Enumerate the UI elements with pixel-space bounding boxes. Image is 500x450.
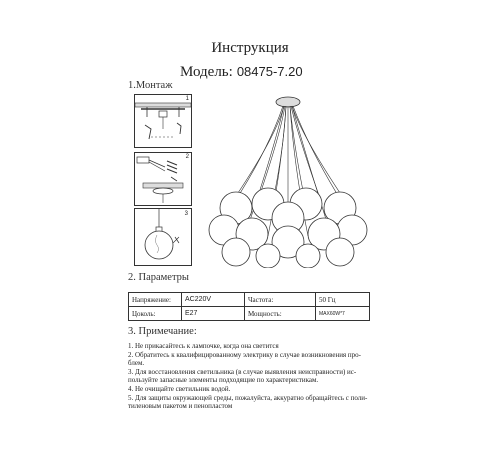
step-number: 1 <box>185 96 189 102</box>
bulb-install-illustration <box>135 209 191 265</box>
note-line: тиленовым пакетом и пенопластом <box>128 402 233 411</box>
ceiling-mount-illustration <box>135 95 191 147</box>
note-line: 4. Не очищайте светильник водой. <box>128 384 231 393</box>
param-label: Цоколь: <box>129 307 182 321</box>
params-heading: 2. Параметры <box>128 272 189 283</box>
params-table <box>128 292 370 321</box>
model-line <box>180 64 303 81</box>
step-number: 2 <box>185 154 189 160</box>
note-line: 3. Для восстановления светильника (в случае выявления неисправности) ис- <box>128 367 357 376</box>
param-value: 50 Гц <box>316 293 370 307</box>
montage-step-1 <box>134 94 192 148</box>
note-line: 2. Обратитесь к квалифицированному электрику в случае возникновения про- <box>128 350 361 359</box>
param-label: Напряжение: <box>129 293 182 307</box>
montage-heading: 1.Монтаж <box>128 80 173 91</box>
param-value: E27 <box>182 307 245 321</box>
step-number: 3 <box>184 211 188 217</box>
montage-step-3 <box>134 208 192 266</box>
note-line: 5. Для защиты окружающей среды, пожалуйста, аккуратно обращайтесь с поли- <box>128 393 368 402</box>
param-label: Частота: <box>245 293 316 307</box>
note-line: пользуйте запасные элементы подходящие по характеристикам. <box>128 376 319 385</box>
chandelier-illustration <box>206 96 376 268</box>
note-line: блем. <box>128 359 145 368</box>
param-value: AC220V <box>182 293 245 307</box>
table-row <box>129 293 370 307</box>
document-title: Инструкция <box>211 40 289 56</box>
param-label: Мощность: <box>245 307 316 321</box>
notes-list <box>128 342 488 411</box>
montage-step-2 <box>134 152 192 206</box>
model-code: 08475-7.20 <box>236 64 303 79</box>
table-row <box>129 307 370 321</box>
notes-heading: 3. Примечание: <box>128 326 197 337</box>
wiring-illustration <box>135 153 191 205</box>
param-value: MAX60W*7 <box>316 307 370 321</box>
model-label: Модель: <box>180 64 233 80</box>
note-line: 1. Не прикасайтесь к лампочке, когда она светится <box>128 342 279 350</box>
